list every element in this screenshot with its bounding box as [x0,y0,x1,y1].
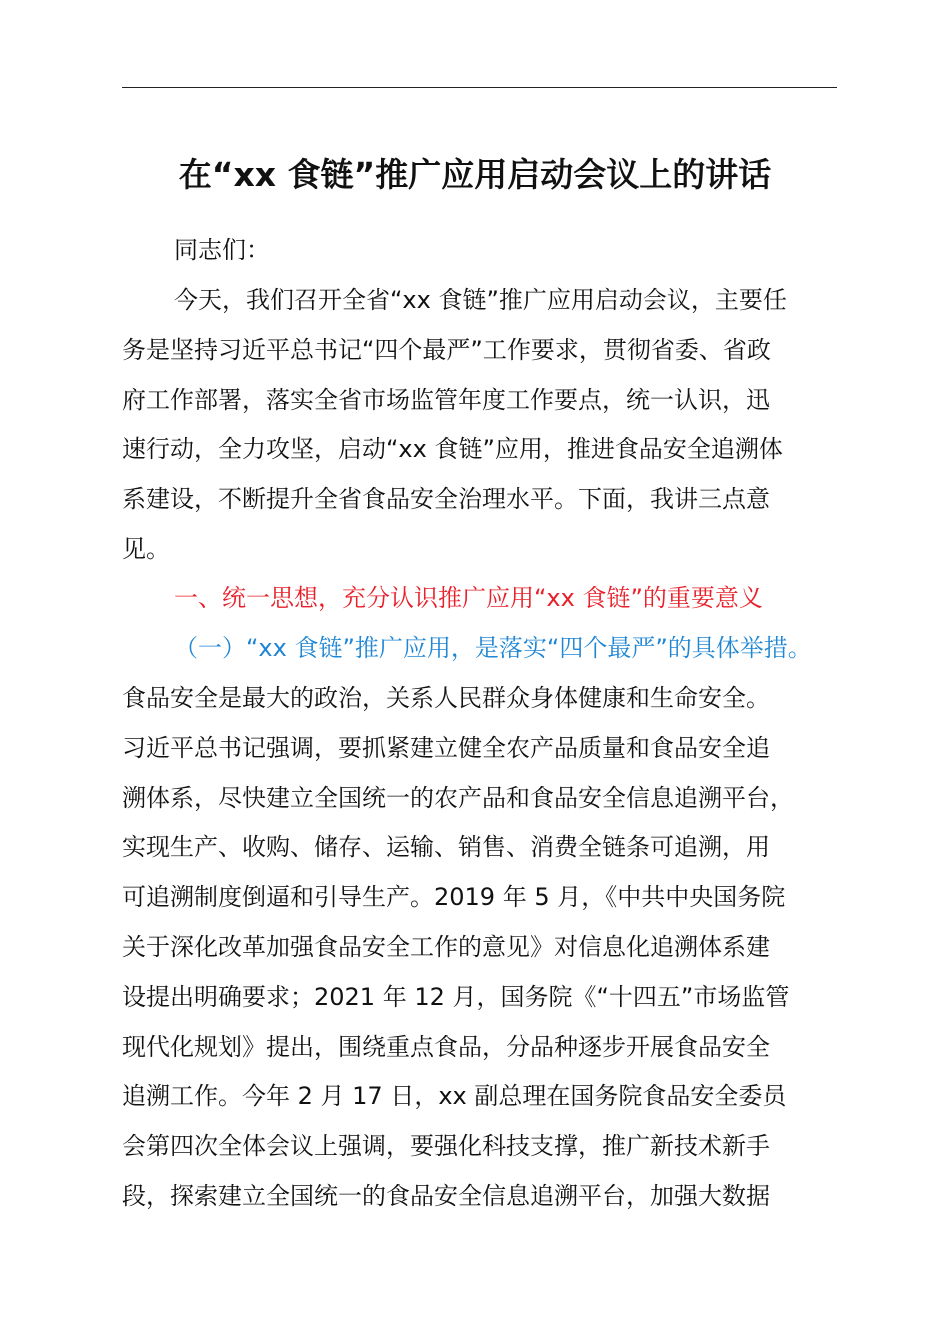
paragraph-line: 府工作部署，落实全省市场监管年度工作要点，统一认识，迅 [122,385,770,414]
intro-paragraph [122,276,837,575]
paragraph-line: 会第四次全体会议上强调，要强化科技支撑，推广新技术新手 [122,1132,770,1161]
section-heading-1 [122,574,837,624]
header-rule [122,87,837,88]
section-heading-text: 一、统一思想，充分认识推广应用“xx 食链”的重要意义 [174,584,763,612]
paragraph-line: 务是坚持习近平总书记“四个最严”工作要求，贯彻省委、省政 [122,335,771,364]
subsection-heading-1 [122,624,837,674]
subsection-heading-text: （一）“xx 食链”推广应用，是落实“四个最严”的具体举措。 [174,634,812,662]
paragraph-line: 溯体系，尽快建立全国统一的农产品和食品安全信息追溯平台， [122,783,794,812]
paragraph-line: 现代化规划》提出，围绕重点食品，分品种逐步开展食品安全 [122,1032,770,1061]
paragraph-line: 段，探索建立全国统一的食品安全信息追溯平台，加强大数据 [122,1181,770,1210]
paragraph-line: 可追溯制度倒逼和引导生产。2019 年 5 月，《中共中央国务院 [122,883,786,912]
paragraph-line: 食品安全是最大的政治，关系人民群众身体健康和生命安全。 [122,684,770,712]
paragraph-line: 今天，我们召开全省“xx 食链”推广应用启动会议，主要任 [174,286,787,314]
salutation [122,226,837,276]
document-title: 在“xx 食链”推广应用启动会议上的讲话 [178,155,772,194]
paragraph-line: 实现生产、收购、储存、运输、销售、消费全链条可追溯，用 [122,833,770,862]
body-paragraph [122,674,837,1222]
paragraph-line: 设提出明确要求；2021 年 12 月，国务院《“十四五”市场监管 [122,982,790,1011]
paragraph-line: 速行动，全力攻坚，启动“xx 食链”应用，推进食品安全追溯体 [122,435,783,464]
paragraph-line: 见。 [122,534,170,563]
salutation-text: 同志们： [174,236,270,264]
paragraph-line: 习近平总书记强调，要抓紧建立健全农产品质量和食品安全追 [122,733,770,762]
paragraph-line: 追溯工作。今年 2 月 17 日，xx 副总理在国务院食品安全委员 [122,1082,787,1111]
paragraph-line: 系建设，不断提升全省食品安全治理水平。下面，我讲三点意 [122,485,770,514]
paragraph-line: 关于深化改革加强食品安全工作的意见》对信息化追溯体系建 [122,932,770,961]
